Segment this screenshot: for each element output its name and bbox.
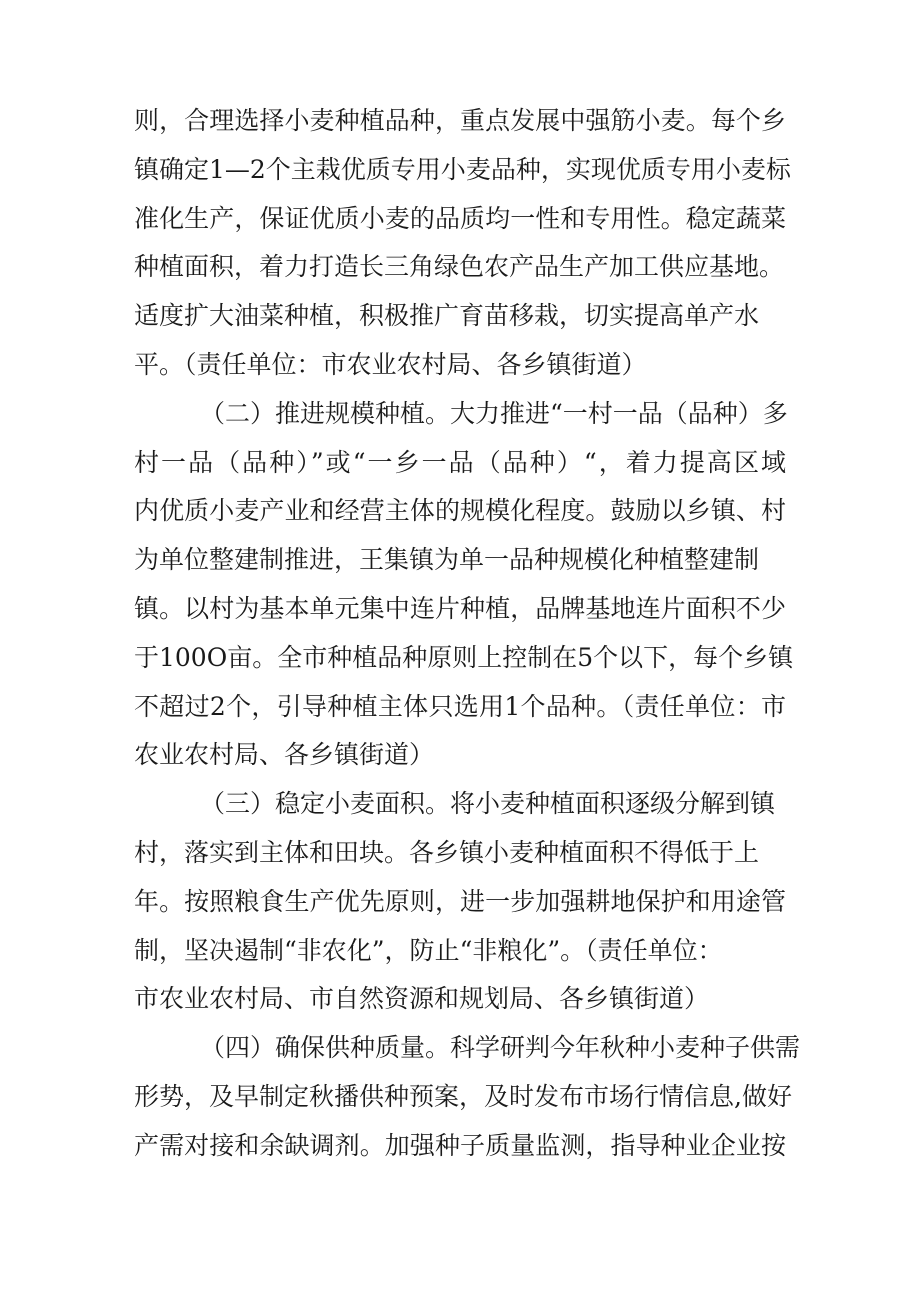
text-line xyxy=(134,292,786,341)
text-line xyxy=(134,341,786,390)
text-line-content: 形势，及早制定秋播供种预案，及时发布市场行情信息,做好 xyxy=(134,1081,792,1111)
text-line-content: 不超过2个，引导种植主体只选用1个品种。（责任单位：市 xyxy=(134,691,786,721)
text-line xyxy=(134,829,786,878)
text-line-content: 则，合理选择小麦种植品种，重点发展中强筋小麦。每个乡 xyxy=(134,106,786,135)
text-line-content: 适度扩大油菜种植，积极推广育苗移栽，切实提高单产水 xyxy=(134,301,760,331)
text-line xyxy=(134,1122,786,1171)
text-line xyxy=(134,487,786,536)
text-line-content: 镇。以村为基本单元集中连片种植，品牌基地连片面积不少 xyxy=(134,593,786,623)
text-line-content: （三）稳定小麦面积。将小麦种植面积逐级分解到镇 xyxy=(200,789,776,819)
text-line-content: 市农业农村局、市自然资源和规划局、各乡镇街道） xyxy=(134,984,710,1014)
text-line-content: （四）确保供种质量。科学研判今年秋种小麦种子供需 xyxy=(200,1033,801,1063)
text-line xyxy=(134,731,786,780)
text-line-content: 制，坚决遏制“非农化”，防止“非粮化”。（责任单位： xyxy=(134,935,723,965)
text-line-content: 年。按照粮食生产优先原则，进一步加强耕地保护和用途管 xyxy=(134,886,786,916)
text-line-content: 平。（责任单位：市农业农村局、各乡镇街道） xyxy=(134,349,647,379)
paragraph-heading-line xyxy=(134,390,786,439)
text-line xyxy=(134,243,786,292)
paragraph-heading-line xyxy=(134,780,786,829)
text-line xyxy=(134,585,786,634)
text-line-content: 种植面积，着力打造长三角绿色农产品生产加工供应基地。 xyxy=(134,252,785,282)
text-line xyxy=(134,683,786,732)
text-line xyxy=(134,146,791,195)
text-line-content: 农业农村局、各乡镇街道） xyxy=(134,740,435,770)
text-line-content: 准化生产，保证优质小麦的品质均一性和专用性。稳定蔬菜 xyxy=(134,203,786,233)
text-line-content: 于100O亩。全市种植品种原则上控制在5个以下，每个乡镇 xyxy=(134,642,794,672)
text-line xyxy=(134,634,794,683)
text-line xyxy=(134,439,786,488)
text-line xyxy=(134,97,786,146)
paragraph-heading-line xyxy=(134,1024,801,1073)
text-line-content: 村，落实到主体和田块。各乡镇小麦种植面积不得低于上 xyxy=(134,837,760,867)
text-line xyxy=(134,878,786,927)
text-line xyxy=(134,195,786,244)
text-line xyxy=(134,536,786,585)
text-line xyxy=(134,1073,792,1122)
text-line-content: 内优质小麦产业和经营主体的规模化程度。鼓励以乡镇、村 xyxy=(134,496,786,526)
text-line-content: 产需对接和余缺调剂。加强种子质量监测，指导种业企业按 xyxy=(134,1130,786,1160)
text-line-content: （二）推进规模种植。大力推进“一村一品（品种）多 xyxy=(200,398,788,428)
document-body xyxy=(134,97,801,1171)
text-line xyxy=(134,975,786,1024)
text-line xyxy=(134,927,786,976)
text-line-content: 镇确定1—2个主栽优质专用小麦品种，实现优质专用小麦标 xyxy=(134,154,791,184)
text-line-content: 为单位整建制推进，王集镇为单一品种规模化种植整建制 xyxy=(134,545,760,575)
text-line-content: 村一品（品种）”或“一乡一品（品种）“，着力提高区域 xyxy=(134,447,786,477)
